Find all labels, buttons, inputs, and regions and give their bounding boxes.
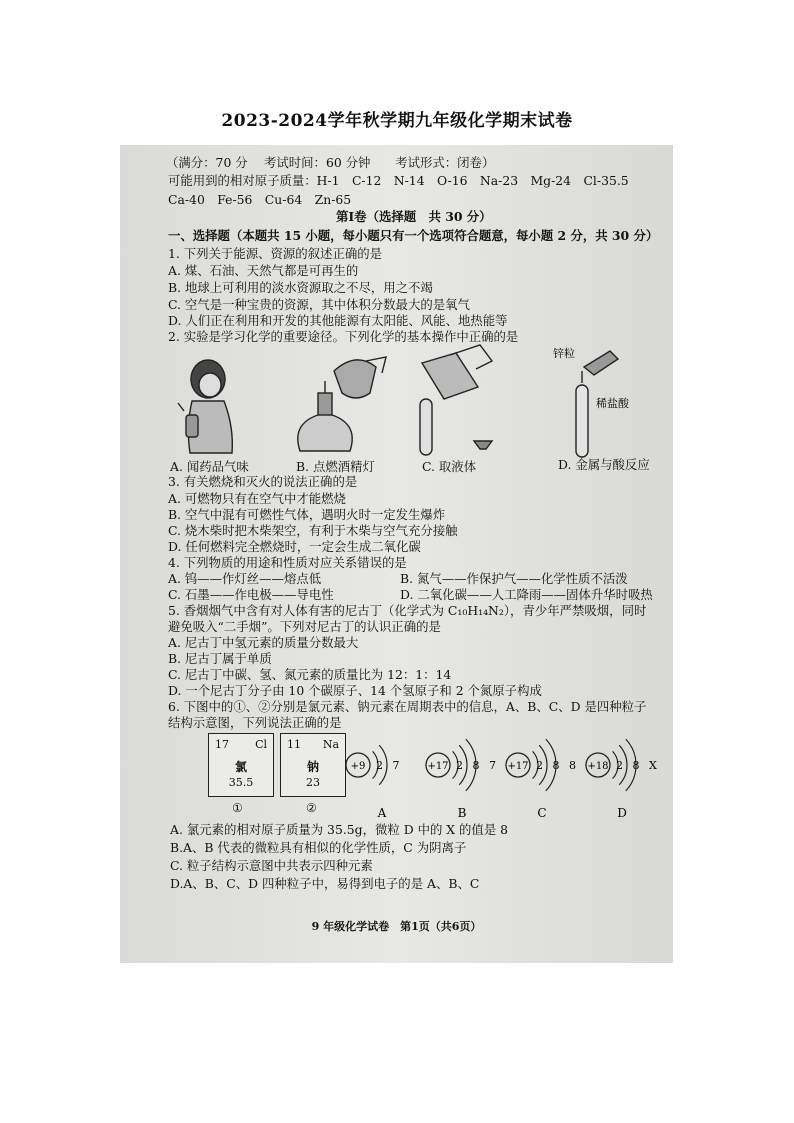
q3-stem: 3. 有关燃烧和灭火的说法正确的是 — [168, 474, 358, 489]
q3-option-b: B. 空气中混有可燃性气体，遇明火时一定发生爆炸 — [168, 507, 446, 522]
atomic-masses-1: 可能用到的相对原子质量：H-1 C-12 N-14 O-16 Na-23 Mg-24 Cl-35.5 — [168, 173, 629, 188]
na-mass: 23 — [306, 776, 320, 789]
document-title: 2023-2024学年秋学期九年级化学期末试卷 — [221, 111, 573, 131]
cl-name: 氯 — [234, 760, 247, 774]
nucleus-charge: +17 — [507, 761, 529, 772]
particle-diagram-c — [506, 739, 579, 820]
na-symbol: Na — [322, 738, 339, 751]
q2-option-a: A. 闻药品气味 — [170, 459, 249, 474]
particle-diagram-a — [346, 745, 403, 820]
electron-counts: 2 8 X — [616, 759, 660, 772]
q4-option-b: B. 氮气——作保护气——化学性质不活泼 — [400, 571, 628, 586]
q4-stem: 4. 下列物质的用途和性质对应关系错误的是 — [168, 555, 407, 570]
cl-mass: 35.5 — [228, 776, 254, 789]
q1-option-d: D. 人们正在利用和开发的其他能源有太阳能、风能、地热能等 — [168, 313, 508, 328]
cl-number: 17 — [215, 738, 229, 751]
figure-smell-icon — [178, 360, 232, 453]
exam-meta: （满分：70 分 考试时间：60 分钟 考试形式：闭卷） — [166, 155, 495, 170]
nucleus-charge: +17 — [427, 761, 449, 772]
nucleus-charge: +18 — [587, 761, 609, 772]
particle-label: C — [537, 806, 547, 820]
q2-option-b: B. 点燃酒精灯 — [296, 459, 375, 474]
q6-option-b: B.A、B 代表的微粒具有相似的化学性质，C 为阴离子 — [170, 840, 467, 855]
element-card-sodium — [280, 733, 346, 797]
element-card-chlorine — [208, 733, 274, 797]
label-acid: 稀盐酸 — [596, 397, 629, 410]
q3-option-d: D. 任何燃料完全燃烧时，一定会生成二氧化碳 — [168, 539, 421, 554]
q2-option-c: C. 取液体 — [422, 459, 477, 474]
q6-option-d: D.A、B、C、D 四种粒子中，易得到电子的是 A、B、C — [170, 876, 480, 891]
q5-stem-1: 5. 香烟烟气中含有对人体有害的尼古丁（化学式为 C₁₀H₁₄N₂），青少年严禁吸烟，同时 — [168, 603, 647, 618]
q6-stem-1: 6. 下图中的①、②分别是氯元素、钠元素在周期表中的信息，A、B、C、D 是四种粒子 — [168, 699, 647, 714]
q4-option-c: C. 石墨——作电极——导电性 — [168, 587, 334, 602]
q6-option-a: A. 氯元素的相对原子质量为 35.5g，微粒 D 中的 X 的值是 8 — [170, 822, 509, 837]
na-name: 钠 — [306, 760, 319, 774]
q5-option-b: B. 尼古丁属于单质 — [168, 651, 272, 666]
page-footer: 9 年级化学试卷 第1页（共6页） — [311, 920, 482, 933]
figure-lamp-icon — [298, 357, 386, 451]
part-title: 第Ⅰ卷（选择题 共 30 分） — [336, 209, 492, 224]
q4-option-d: D. 二氧化碳——人工降雨——固体升华时吸热 — [400, 587, 653, 602]
q1-option-a: A. 煤、石油、天然气都是可再生的 — [168, 263, 359, 278]
q4-option-a: A. 钨——作灯丝——熔点低 — [168, 571, 322, 586]
q5-stem-2: 避免吸入“二手烟”。下列对尼古丁的认识正确的是 — [168, 619, 441, 634]
q3-option-a: A. 可燃物只有在空气中才能燃烧 — [168, 491, 346, 506]
exam-photo — [120, 145, 673, 963]
particle-diagram-d — [586, 739, 660, 820]
q2-figures — [120, 341, 673, 461]
mark-2: ② — [306, 801, 317, 815]
electron-counts: 2 8 8 — [536, 759, 579, 772]
q5-option-d: D. 一个尼古丁分子由 10 个碳原子、14 个氢原子和 2 个氮原子构成 — [168, 683, 542, 698]
figure-pour-icon — [420, 345, 492, 455]
label-zinc: 锌粒 — [553, 347, 575, 360]
particle-label: D — [617, 806, 627, 820]
q2-stem: 2. 实验是学习化学的重要途径。下列化学的基本操作中正确的是 — [168, 329, 519, 344]
na-number: 11 — [287, 738, 301, 751]
particle-label: B — [457, 806, 467, 820]
q6-option-c: C. 粒子结构示意图中共表示四种元素 — [170, 858, 373, 873]
section-heading: 一、选择题（本题共 15 小题，每小题只有一个选项符合题意，每小题 2 分，共 30 分） — [168, 228, 659, 243]
electron-counts: 2 8 7 — [456, 759, 499, 772]
exam-page — [120, 145, 673, 963]
q6-stem-2: 结构示意图，下列说法正确的是 — [168, 715, 342, 730]
particle-label: A — [377, 806, 387, 820]
mark-1: ① — [232, 801, 243, 815]
nucleus-charge: +9 — [350, 761, 366, 772]
particle-diagram-b — [426, 739, 499, 820]
q1-stem: 1. 下列关于能源、资源的叙述正确的是 — [168, 246, 383, 261]
cl-symbol: Cl — [255, 738, 267, 751]
q3-option-c: C. 烧木柴时把木柴架空，有利于木柴与空气充分接触 — [168, 523, 458, 538]
atomic-masses-2: Ca-40 Fe-56 Cu-64 Zn-65 — [168, 192, 352, 207]
q1-option-c: C. 空气是一种宝贵的资源，其中体积分数最大的是氧气 — [168, 297, 470, 312]
particle-diagrams — [340, 731, 670, 821]
electron-counts: 2 7 — [376, 759, 403, 772]
q5-option-a: A. 尼古丁中氢元素的质量分数最大 — [168, 635, 359, 650]
q5-option-c: C. 尼古丁中碳、氢、氮元素的质量比为 12：1：14 — [168, 667, 452, 682]
q2-option-d: D. 金属与酸反应 — [558, 457, 650, 472]
q1-option-b: B. 地球上可利用的淡水资源取之不尽，用之不竭 — [168, 280, 433, 295]
